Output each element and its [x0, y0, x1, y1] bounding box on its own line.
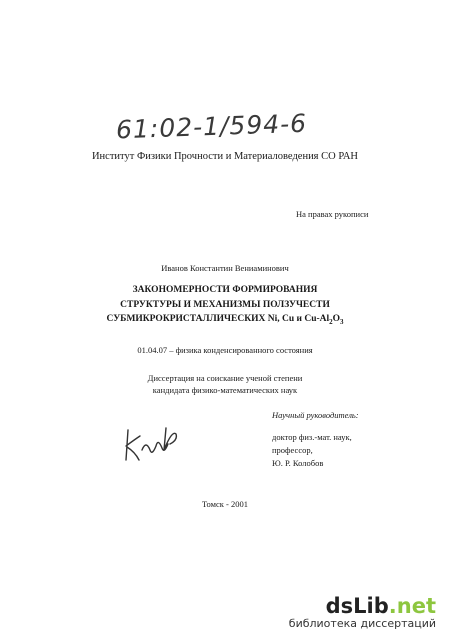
dslib-watermark[interactable] [289, 595, 436, 630]
handwritten-archive-number: 61:02-1/594-6 [115, 108, 308, 145]
supervisor-name: Ю. Р. Колобов [272, 458, 324, 468]
title-line-3 [0, 312, 450, 329]
degree-line-2: кандидата физико-математических наук [152, 385, 298, 395]
title-line-3-oxygen: O [332, 314, 341, 324]
title-subscript-2: 2 [329, 317, 333, 326]
title-line-1: ЗАКОНОМЕРНОСТИ ФОРМИРОВАНИЯ [132, 285, 318, 295]
specialty-code: 01.04.07 – физика конденсированного состояния [137, 345, 313, 355]
supervisor-label: Научный руководитель: [272, 410, 359, 420]
watermark-logo-main: dsLib [325, 594, 389, 618]
supervisor-title: профессор, [272, 445, 313, 455]
author-name: Иванов Константин Вениаминович [161, 263, 289, 273]
watermark-subtitle: библиотека диссертаций [288, 617, 436, 630]
supervisor-degree: доктор физ.-мат. наук, [272, 432, 352, 442]
city-and-year: Томск - 2001 [201, 499, 248, 509]
title-line-3-main: СУБМИКРОКРИСТАЛЛИЧЕСКИХ Ni, Cu и Cu-Al [106, 314, 330, 324]
supervisor-block [272, 409, 359, 470]
dissertation-title [0, 283, 450, 329]
manuscript-rights-note: На правах рукописи [296, 209, 369, 219]
watermark-logo [289, 595, 436, 617]
handwritten-signature [122, 420, 182, 472]
title-subscript-3: 3 [340, 317, 344, 326]
watermark-logo-accent: .net [388, 594, 436, 618]
institute-name: Институт Физики Прочности и Материаловедения СО РАН [91, 151, 359, 162]
title-line-2: СТРУКТУРЫ И МЕХАНИЗМЫ ПОЛЗУЧЕСТИ [120, 299, 330, 310]
degree-statement [0, 372, 450, 396]
degree-line-1: Диссертация на соискание ученой степени [147, 373, 303, 383]
